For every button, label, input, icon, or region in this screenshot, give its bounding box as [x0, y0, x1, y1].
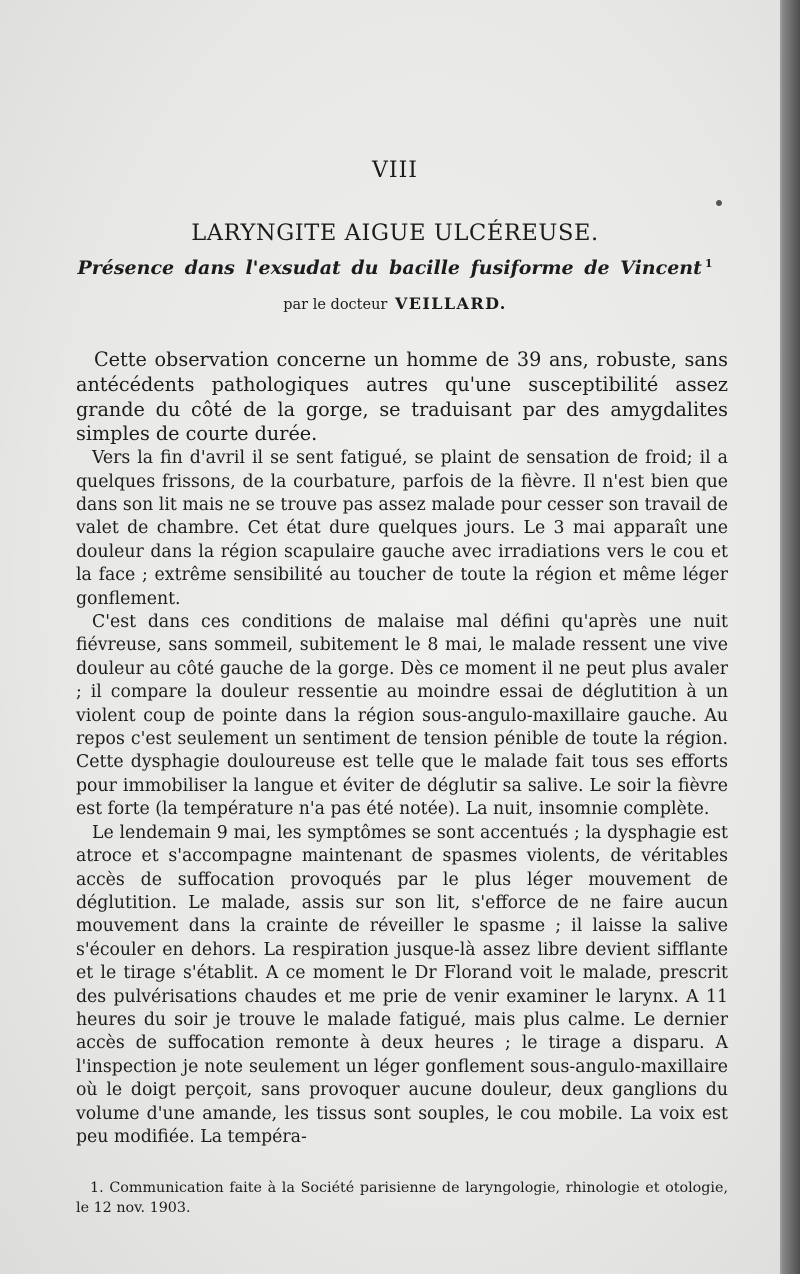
article-subtitle [0, 257, 790, 279]
byline [0, 294, 790, 313]
article-title: LARYNGITE AIGUE ULCÉREUSE. [191, 220, 599, 246]
page-edge-shadow [782, 0, 800, 1274]
chapter-number: VIII [372, 158, 418, 183]
subtitle-text: Présence dans l'exsudat du bacille fusiforme de Vincent [77, 257, 702, 279]
paragraph: Cette observation concerne un homme de 39 ans, robuste, sans antécédents pathologiques autres qu'une susceptibilité assez grande du côté de la gorge, se traduisant par des amygdalites simples de courte durée. [76, 348, 728, 446]
article-body [76, 348, 728, 1149]
author-name: VEILLARD. [394, 294, 507, 313]
footnote [76, 1178, 728, 1218]
paragraph: C'est dans ces conditions de malaise mal défini qu'après une nuit fiévreuse, sans sommeil, subitement le 8 mai, le malade ressent une vive douleur au côté gauche de la gorge. Dès ce moment il ne peut plus avaler ; il compare la douleur ressentie au moindre essai de déglutition à un violent coup de pointe dans la région sous-angulo-maxillaire gauche. Au repos c'est seulement un sentiment de tension pénible de toute la région. Cette dysphagie douloureuse est telle que le malade fait tous ses efforts pour immobiliser la langue et éviter de déglutir sa salive. Le soir la fièvre est forte (la température n'a pas été notée). La nuit, insomnie complète. [76, 612, 728, 820]
byline-prefix: par le docteur [283, 297, 388, 313]
paragraph: Le lendemain 9 mai, les symptômes se sont accentués ; la dysphagie est atroce et s'accompagne maintenant de spasmes violents, de véritables accès de suffocation provoqués par le plus léger mouvement de déglutition. Le malade, assis sur son lit, s'efforce de ne faire aucun mouvement dans la crainte de réveiller le spasme ; il laisse la salive s'écouler en dehors. La respiration jusque-là assez libre devient sifflante et le tirage s'établit. A ce moment le Dr Florand voit le malade, prescrit des pulvérisations chaudes et me prie de venir examiner le larynx. A 11 heures du soir je trouve le malade fatigué, mais plus calme. Le dernier accès de suffocation remonte à deux heures ; le tirage a disparu. A l'inspection je note seulement un léger gonflement sous-angulo-maxillaire où le doigt perçoit, sans provoquer aucune douleur, deux ganglions du volume d'une amande, les tissus sont souples, le cou mobile. La voix est peu modifiée. La tempéra- [76, 822, 728, 1147]
footnote-marker: 1 [704, 257, 713, 270]
footnote-text: Communication faite à la Société parisienne de laryngologie, rhinologie et otologie, le 12 nov. 1903. [76, 1180, 728, 1216]
ink-speck [716, 200, 722, 206]
footnote-number: 1. [90, 1180, 104, 1196]
paragraph: Vers la fin d'avril il se sent fatigué, se plaint de sensation de froid; il a quelques frissons, de la courbature, parfois de la fièvre. Il n'est bien que dans son lit mais ne se trouve pas assez malade pour cesser son travail de valet de chambre. Cet état dure quelques jours. Le 3 mai apparaît une douleur dans la région scapulaire gauche avec irradiations vers le cou et la face ; extrême sensibilité au toucher de toute la région et même léger gonflement. [76, 448, 728, 609]
